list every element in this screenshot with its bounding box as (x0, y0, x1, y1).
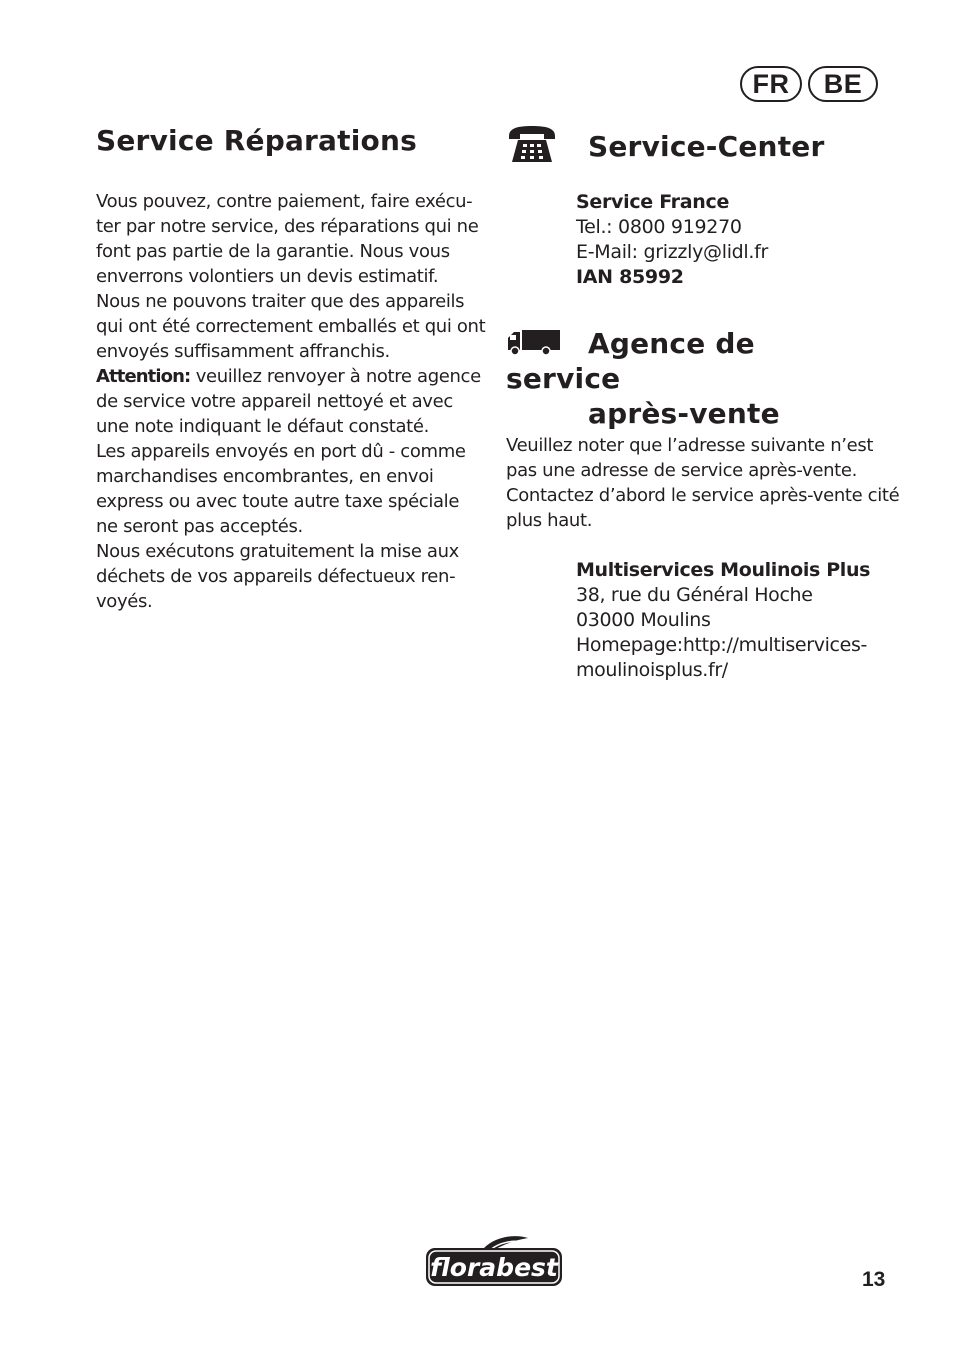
service-center-section (506, 124, 906, 290)
agency-title-line-2: service (506, 362, 621, 395)
service-repairs-section (96, 124, 486, 614)
repairs-paragraph-5: Nous exécutons gratuitement la mise aux déchets de vos appareils défectueux ren-voyés. (96, 541, 459, 612)
ian-number: IAN 85992 (576, 266, 684, 288)
repairs-paragraph-1: Vous pouvez, contre paiement, faire exécu-ter par notre service, des réparations qui ne font pas partie de la garantie. Nous vous enverrons volontiers un devis estimatif. (96, 191, 479, 287)
page-number: 13 (862, 1268, 886, 1291)
service-center-title: Service-Center (588, 129, 825, 163)
country-badges (740, 66, 878, 102)
homepage-line-2: moulinoisplus.fr/ (576, 659, 728, 681)
email-address: E-Mail: grizzly@lidl.fr (576, 241, 769, 263)
logo-text: florabest (430, 1253, 558, 1282)
agency-title (506, 326, 906, 431)
city: 03000 Moulins (576, 609, 711, 631)
telephone-icon (506, 124, 558, 168)
service-center-info (576, 190, 906, 290)
country-badge-fr: FR (740, 66, 802, 102)
country-badge-be: BE (808, 66, 878, 102)
repairs-paragraph-4: Les appareils envoyés en port dû - comme marchandises encombrantes, en envoi express ou avec toute autre taxe spéciale ne seront pas acceptés. (96, 441, 466, 537)
service-repairs-title: Service Réparations (96, 124, 417, 157)
agency-notice: Veuillez noter que l’adresse suivante n’est pas une adresse de service après-vente. Contactez d’abord le service après-vente cité plus haut. (506, 435, 900, 531)
phone-number: Tel.: 0800 919270 (576, 216, 742, 238)
florabest-logo (424, 1234, 564, 1294)
truck-icon (506, 328, 562, 360)
service-france-label: Service France (576, 191, 730, 213)
homepage-line-1: Homepage:http://multiservices- (576, 634, 868, 656)
street-address: 38, rue du Général Hoche (576, 584, 813, 606)
attention-label: Attention: (96, 366, 191, 387)
attention-text: veuillez renvoyer à notre agence de service votre appareil nettoyé et avec une note indiquant le défaut constaté. (96, 366, 481, 437)
repairs-paragraph-2: Nous ne pouvons traiter que des appareils qui ont été correctement emballés et qui ont envoyés suffisamment affranchis. (96, 291, 486, 362)
agency-title-line-3: après-vente (588, 397, 780, 430)
repairs-text (96, 189, 486, 614)
agency-title-line-1: Agence de (588, 327, 755, 360)
agency-address (576, 558, 906, 683)
company-name: Multiservices Moulinois Plus (576, 559, 871, 581)
agency-section (506, 326, 906, 683)
